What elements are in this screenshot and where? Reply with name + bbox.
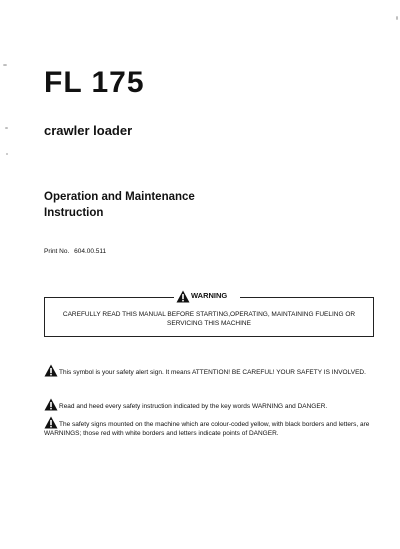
warning-message-line: CAREFULLY READ THIS MANUAL BEFORE STARTING,OPERATING, MAINTAINING FUELING OR [62,311,356,318]
document-title-line: Instruction [44,207,104,219]
scan-mark [396,16,398,20]
safety-note-text: The safety signs mounted on the machine which are colour-coded yellow, with black borders and letters, are WARNINGS; those red with white borders and letters indicate points of DANGER. [44,421,370,437]
print-number-value: 604.00.511 [74,248,107,255]
warning-header-label: WARNING [191,291,228,300]
safety-note [44,364,374,377]
warning-triangle-icon [44,364,58,377]
scan-mark [5,127,8,129]
safety-note-text: This symbol is your safety alert sign. It means ATTENTION! BE CAREFUL! YOUR SAFETY IS INVOLVED. [59,369,366,376]
warning-triangle-icon [44,416,58,429]
document-title [44,189,195,221]
model-title: FL 175 [44,66,145,99]
warning-message-line: SERVICING THIS MACHINE [167,320,251,327]
print-number [44,247,106,256]
machine-type-subtitle: crawler loader [44,123,133,138]
document-title-line: Operation and Maintenance [44,191,195,203]
scan-mark [6,153,8,155]
safety-note [44,398,374,411]
warning-message [52,310,366,328]
safety-note-text: Read and heed every safety instruction indicated by the key words WARNING and DANGER. [59,403,328,410]
warning-triangle-icon [176,290,190,303]
scan-mark [3,64,7,66]
safety-note [44,416,374,438]
warning-triangle-icon [44,398,58,411]
print-number-label: Print No. [44,248,70,255]
warning-header [176,289,227,303]
